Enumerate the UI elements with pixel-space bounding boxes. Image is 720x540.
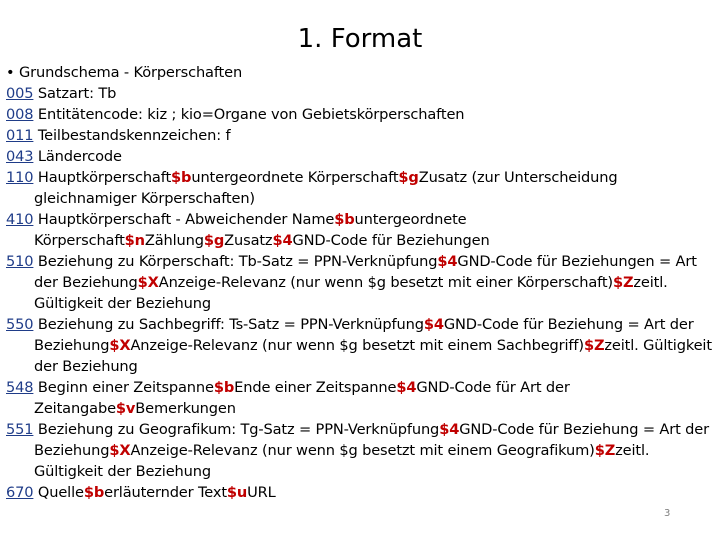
field-code-link[interactable]: 043 xyxy=(6,148,34,165)
field-description: Beginn einer Zeitspanne xyxy=(33,379,214,396)
field-code-link[interactable]: 110 xyxy=(6,169,34,186)
field-description: Zählung xyxy=(144,232,204,249)
subfield-code: $X xyxy=(137,274,159,291)
slide-title: 1. Format xyxy=(297,24,423,54)
subfield-code: $4 xyxy=(396,379,417,396)
field-description: Anzeige-Relevanz (nur wenn $g besetzt mit einem Geografikum) xyxy=(130,442,595,459)
field-description: Zusatz xyxy=(224,232,273,249)
subfield-code: $Z xyxy=(594,442,616,459)
schema-heading-text: Grundschema - Körperschaften xyxy=(18,64,243,81)
field-description: Hauptkörperschaft - Abweichender Name xyxy=(33,211,335,228)
field-entry-043 xyxy=(6,146,716,167)
field-description: Beziehung zu Körperschaft: Tb-Satz = PPN-Verknüpfung xyxy=(33,253,438,270)
field-code-link[interactable]: 510 xyxy=(6,253,34,270)
subfield-code: $u xyxy=(226,484,248,501)
field-description: Ende einer Zeitspanne xyxy=(234,379,397,396)
field-description: Zusatz (zur Unterscheidung gleichnamiger Körperschaften) xyxy=(34,169,618,207)
subfield-code: $v xyxy=(115,400,136,417)
subfield-code: $b xyxy=(171,169,192,186)
field-description: GND-Code für Beziehung = Art der Beziehung xyxy=(34,421,709,459)
subfield-code: $Z xyxy=(612,274,634,291)
subfield-code: $X xyxy=(109,337,131,354)
field-description: zeitl. Gültigkeit der Beziehung xyxy=(34,274,668,312)
field-description: GND-Code für Beziehung = Art der Beziehung xyxy=(34,316,694,354)
field-description: Beziehung zu Sachbegriff: Ts-Satz = PPN-Verknüpfung xyxy=(33,316,424,333)
field-description: Satzart: Tb xyxy=(33,85,117,102)
field-description: Bemerkungen xyxy=(135,400,236,417)
field-description: GND-Code für Beziehungen xyxy=(292,232,490,249)
field-description: zeitl. Gültigkeit der Beziehung xyxy=(34,442,650,480)
field-list xyxy=(6,62,716,503)
field-code-link[interactable]: 005 xyxy=(6,85,34,102)
field-description: untergeordnete Körperschaft xyxy=(34,211,467,249)
field-entry-005 xyxy=(6,83,716,104)
field-description: Beziehung zu Geografikum: Tg-Satz = PPN-Verknüpfung xyxy=(33,421,440,438)
field-description: Anzeige-Relevanz (nur wenn $g besetzt mit einem Sachbegriff) xyxy=(130,337,584,354)
field-entry-410 xyxy=(6,209,716,251)
field-code-link[interactable]: 011 xyxy=(6,127,34,144)
field-description: Ländercode xyxy=(33,148,122,165)
field-entries xyxy=(6,83,716,503)
field-entry-510 xyxy=(6,251,716,314)
subfield-code: $g xyxy=(398,169,419,186)
field-entry-548 xyxy=(6,377,716,419)
subfield-code: $b xyxy=(83,484,105,501)
field-description: erläuternder Text xyxy=(104,484,227,501)
subfield-code: $4 xyxy=(439,421,460,438)
field-description: zeitl. Gültigkeit der Beziehung xyxy=(34,337,712,375)
field-description: Anzeige-Relevanz (nur wenn $g besetzt mit einer Körperschaft) xyxy=(158,274,613,291)
field-description: untergeordnete Körperschaft xyxy=(191,169,399,186)
field-code-link[interactable]: 670 xyxy=(6,484,34,501)
field-description: Hauptkörperschaft xyxy=(33,169,172,186)
schema-heading xyxy=(6,62,716,83)
field-entry-551 xyxy=(6,419,716,482)
field-entry-008 xyxy=(6,104,716,125)
field-description: Quelle xyxy=(33,484,84,501)
field-code-link[interactable]: 008 xyxy=(6,106,34,123)
page-number: 3 xyxy=(664,508,671,519)
subfield-code: $4 xyxy=(423,316,444,333)
subfield-code: $b xyxy=(213,379,235,396)
subfield-code: $4 xyxy=(437,253,458,270)
field-code-link[interactable]: 551 xyxy=(6,421,34,438)
bullet-icon: • xyxy=(6,64,15,81)
field-code-link[interactable]: 410 xyxy=(6,211,34,228)
field-description: URL xyxy=(247,484,276,501)
field-code-link[interactable]: 548 xyxy=(6,379,34,396)
field-description: Teilbestandskennzeichen: f xyxy=(33,127,231,144)
field-code-link[interactable]: 550 xyxy=(6,316,34,333)
field-description: GND-Code für Art der Zeitangabe xyxy=(34,379,570,417)
field-entry-670 xyxy=(6,482,716,503)
field-entry-110 xyxy=(6,167,716,209)
subfield-code: $b xyxy=(334,211,355,228)
field-entry-550 xyxy=(6,314,716,377)
field-entry-011 xyxy=(6,125,716,146)
subfield-code: $n xyxy=(124,232,145,249)
subfield-code: $Z xyxy=(583,337,605,354)
field-description: GND-Code für Beziehungen = Art der Beziehung xyxy=(34,253,697,291)
subfield-code: $4 xyxy=(272,232,293,249)
field-description: Entitätencode: kiz ; kio=Organe von Gebietskörperschaften xyxy=(33,106,465,123)
subfield-code: $g xyxy=(203,232,225,249)
subfield-code: $X xyxy=(109,442,131,459)
